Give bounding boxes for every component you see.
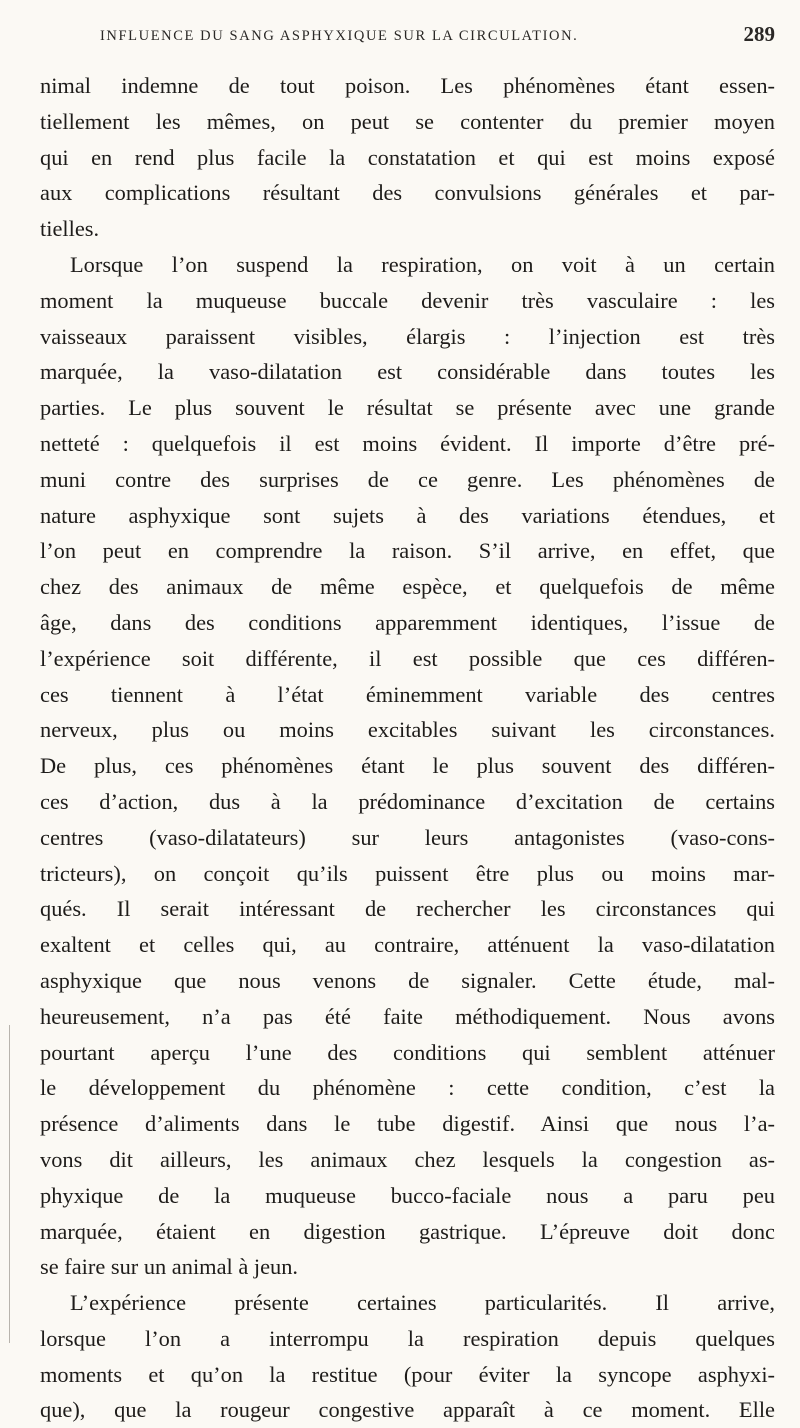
text-line: nature asphyxique sont sujets à des variations étendues, et [40,502,775,528]
body-text [40,68,775,1428]
text-line: chez des animaux de même espèce, et quelquefois de même [40,574,775,600]
text-line: âge, dans des conditions apparemment identiques, l’issue de [40,609,775,635]
text-line: ces d’action, dus à la prédominance d’excitation de certains [40,788,775,814]
text-line: heureusement, n’a pas été faite méthodiquement. Nous avons [40,1003,775,1029]
text-line: phyxique de la muqueuse bucco-faciale nous a paru peu [40,1182,775,1208]
text-line: moment la muqueuse buccale devenir très vasculaire : les [40,287,775,313]
text-line: aux complications résultant des convulsions générales et par- [40,180,775,206]
text-line: vons dit ailleurs, les animaux chez lesquels la congestion as- [40,1146,775,1172]
page-number: 289 [743,22,775,46]
text-line: le développement du phénomène : cette condition, c’est la [40,1075,775,1101]
text-line: qui en rend plus facile la constatation et qui est moins exposé [40,144,775,170]
text-line: parties. Le plus souvent le résultat se présente avec une grande [40,395,775,421]
text-line: que), que la rougeur congestive apparaît à ce moment. Elle [40,1397,775,1423]
text-line: l’expérience soit différente, il est possible que ces différen- [40,645,775,671]
text-line: netteté : quelquefois il est moins évident. Il importe d’être pré- [40,430,775,456]
text-line: nerveux, plus ou moins excitables suivant les circonstances. [40,717,775,743]
text-line: exaltent et celles qui, au contraire, atténuent la vaso-dilatation [40,932,775,958]
text-line: nimal indemne de tout poison. Les phénomènes étant essen- [40,73,775,98]
text-line: L’expérience présente certaines particularités. Il arrive, [70,1290,775,1316]
text-line: qués. Il serait intéressant de rechercher les circonstances qui [40,896,775,922]
text-line: Lorsque l’on suspend la respiration, on voit à un certain [70,251,775,277]
text-line: tiellement les mêmes, on peut se contenter du premier moyen [40,108,775,134]
text-line: moments et qu’on la restitue (pour éviter la syncope asphyxi- [40,1361,775,1387]
text-line: marquée, la vaso-dilatation est considérable dans toutes les [40,359,775,385]
text-line: tricteurs), on conçoit qu’ils puissent être plus ou moins mar- [40,860,775,886]
running-title: INFLUENCE DU SANG ASPHYXIQUE SUR LA CIRCULATION. [100,28,579,44]
text-line: tielles. [40,216,100,242]
book-page [40,22,775,1423]
binding-edge-line [9,1025,10,1343]
text-line: vaisseaux paraissent visibles, élargis : l’injection est très [40,323,775,349]
text-line: asphyxique que nous venons de signaler. Cette étude, mal- [40,967,775,993]
text-line: ces tiennent à l’état éminemment variable des centres [40,681,775,707]
text-line: l’on peut en comprendre la raison. S’il arrive, en effet, que [40,538,775,564]
text-line: se faire sur un animal à jeun. [40,1254,299,1280]
text-line: muni contre des surprises de ce genre. Les phénomènes de [40,466,775,492]
text-line: pourtant aperçu l’une des conditions qui semblent atténuer [40,1039,775,1065]
text-line: lorsque l’on a interrompu la respiration depuis quelques [40,1325,775,1351]
text-line: centres (vaso-dilatateurs) sur leurs antagonistes (vaso-cons- [40,824,775,850]
running-head [40,22,775,62]
text-line: présence d’aliments dans le tube digestif. Ainsi que nous l’a- [40,1111,775,1137]
text-line: De plus, ces phénomènes étant le plus souvent des différen- [40,753,775,779]
text-line: marquée, étaient en digestion gastrique. L’épreuve doit donc [40,1218,775,1244]
